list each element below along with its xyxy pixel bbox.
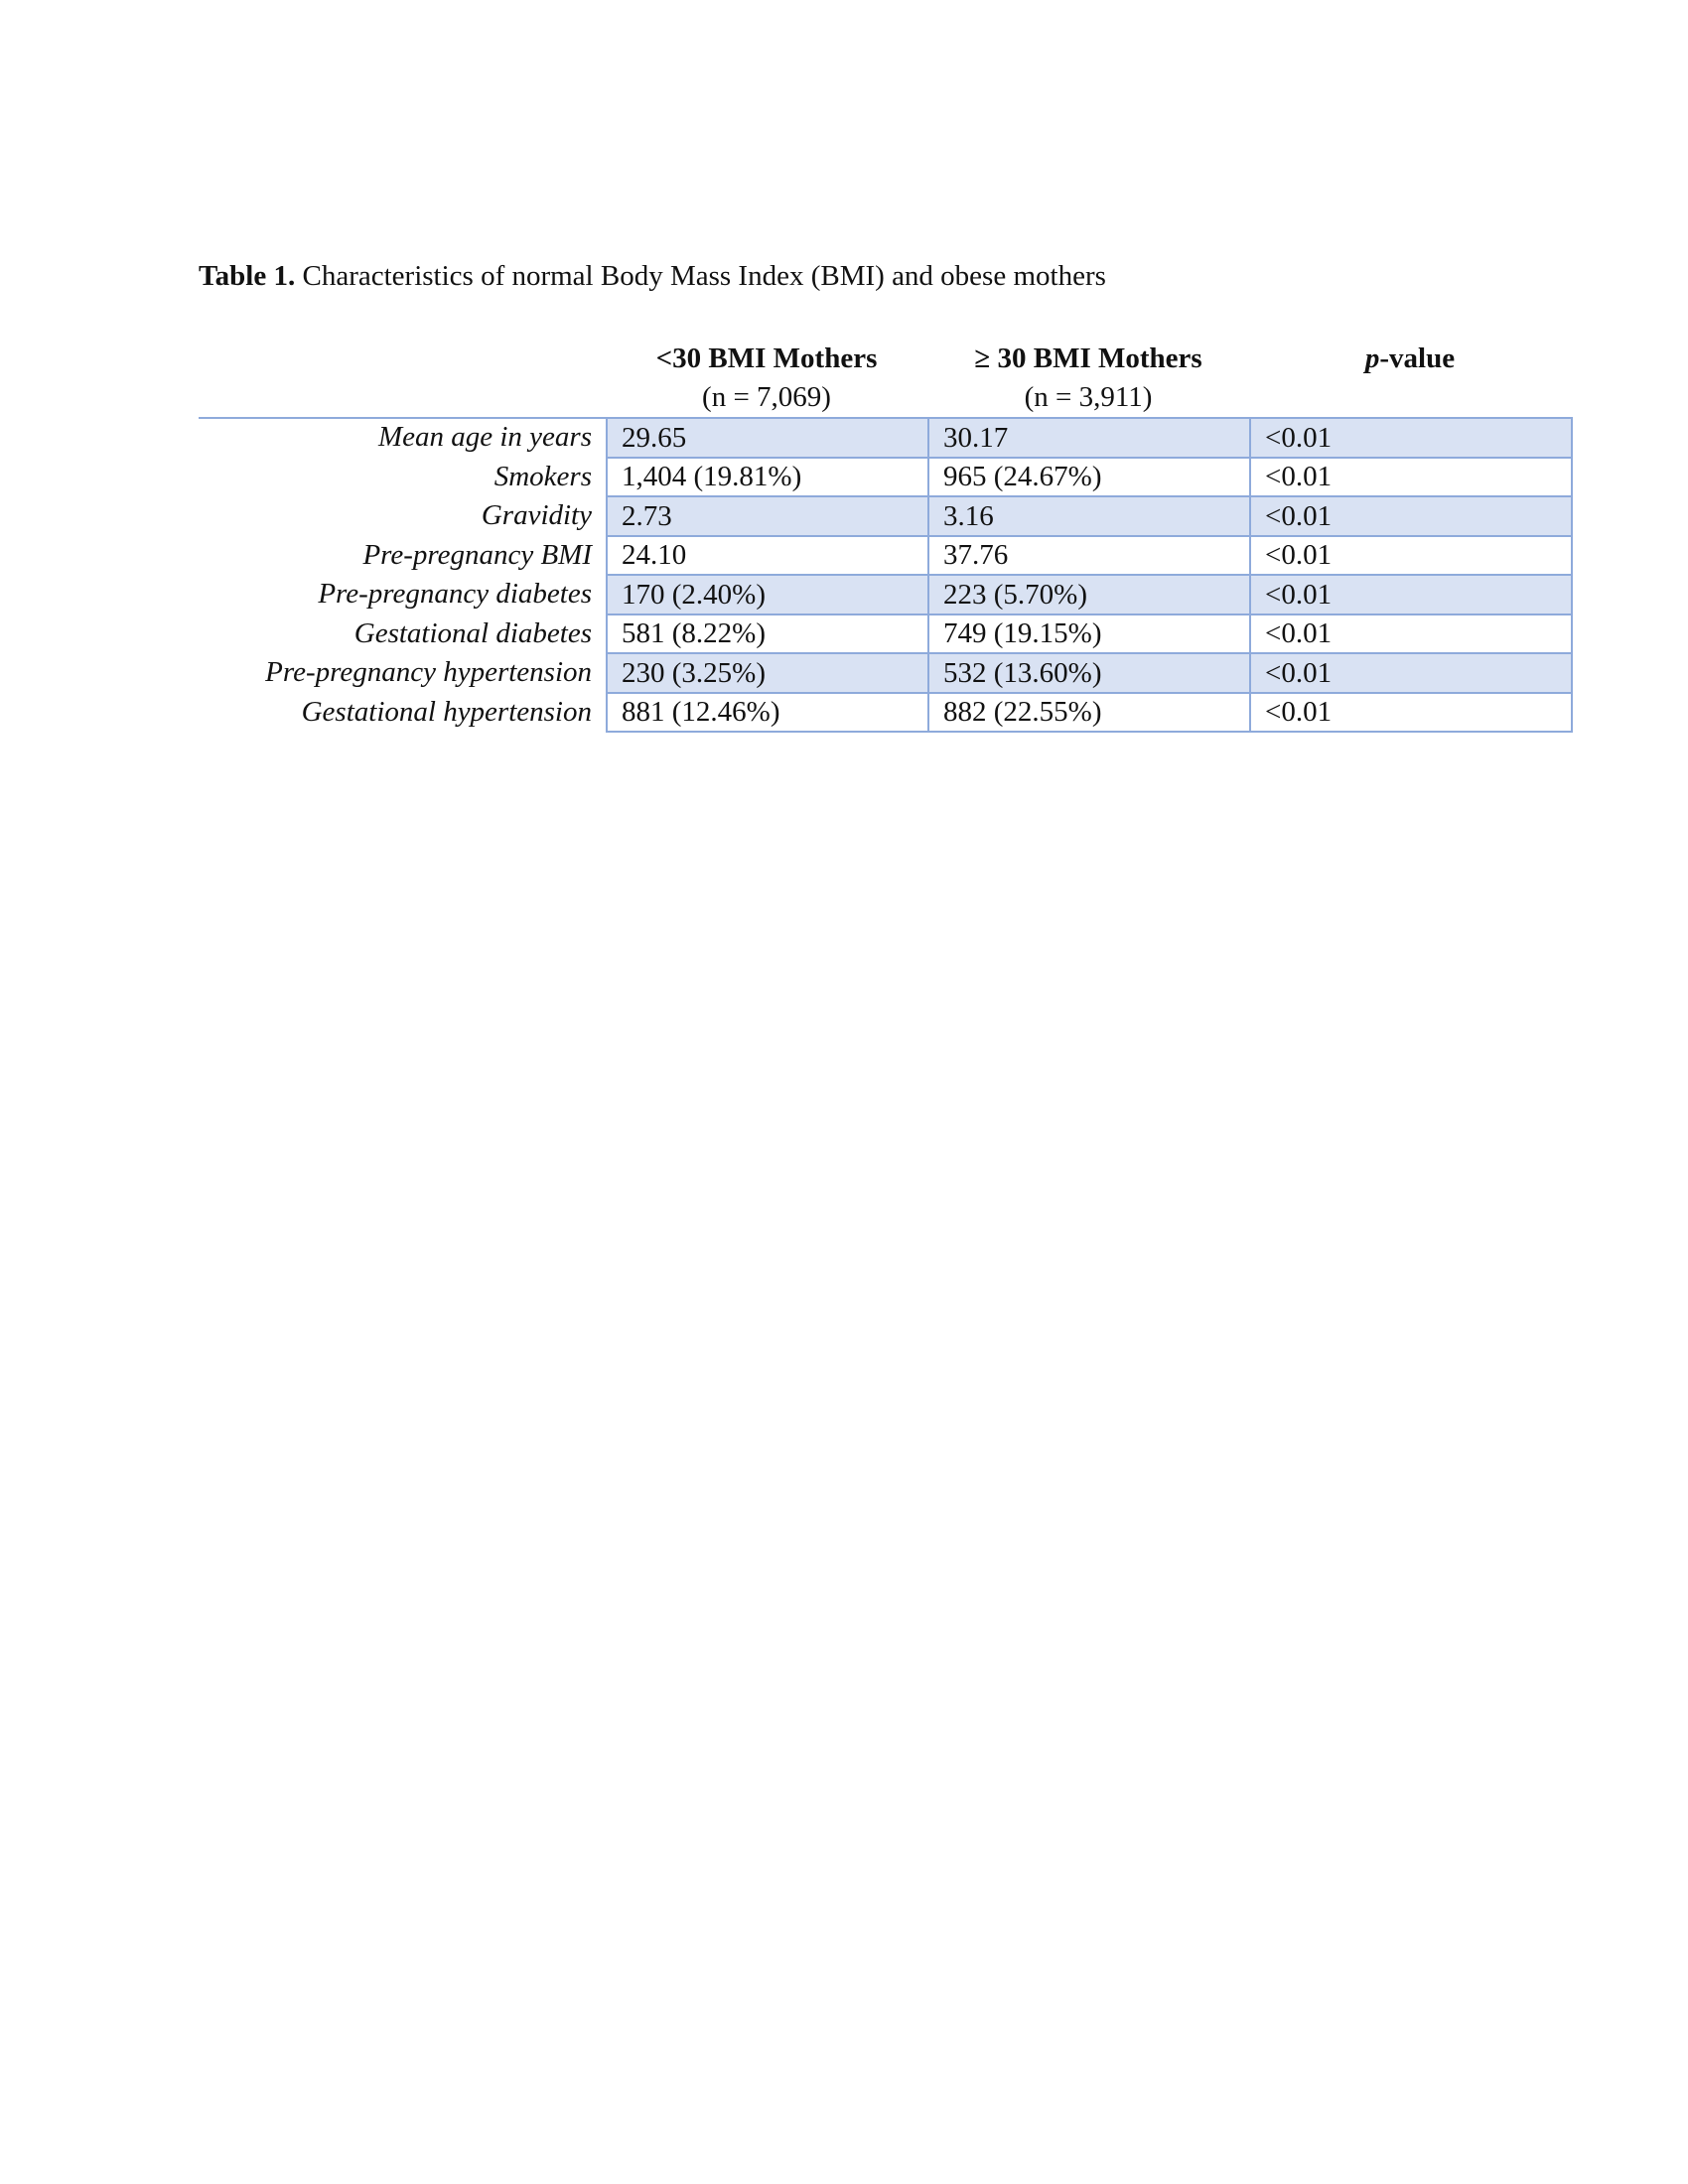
row-label: Gravidity [481,499,592,531]
table-row [607,458,1572,497]
table-cell: <0.01 [1250,653,1572,693]
p-symbol: p [1364,342,1380,374]
column-header-subtitle: (n = 3,911) [1024,381,1153,413]
table-cell: 223 (5.70%) [928,575,1250,614]
table-cell: 749 (19.15%) [928,614,1250,654]
table-cell: <0.01 [1250,536,1572,576]
table-cell: 532 (13.60%) [928,653,1250,693]
row-label: Pre-pregnancy diabetes [318,578,592,610]
table-cell: <0.01 [1250,614,1572,654]
table-cell: 882 (22.55%) [928,693,1250,733]
table-cell: <0.01 [1250,418,1572,458]
table-row [607,693,1572,733]
table-cell: 37.76 [928,536,1250,576]
column-header-title: ≥ 30 BMI Mothers [974,342,1202,374]
column-header-subtitle: (n = 7,069) [702,381,831,413]
table-cell: 29.65 [607,418,928,458]
table-caption [199,260,1106,293]
table-row [607,575,1572,614]
table-cell: 230 (3.25%) [607,653,928,693]
table-caption-text: Characteristics of normal Body Mass Index (BMI) and obese mothers [295,260,1106,292]
row-label: Gestational diabetes [353,616,592,649]
column-header-title: <30 BMI Mothers [655,342,878,374]
column-header-p-value [1249,340,1571,378]
column-header-under-30 [606,340,927,417]
table-cell: 3.16 [928,496,1250,536]
table-cell: <0.01 [1250,575,1572,614]
table-cell: <0.01 [1250,458,1572,497]
table-cell: 2.73 [607,496,928,536]
characteristics-table [606,417,1573,733]
table-cell: 965 (24.67%) [928,458,1250,497]
row-labels [199,418,592,732]
row-label: Pre-pregnancy BMI [362,538,592,571]
table-row [607,653,1572,693]
table-row [607,496,1572,536]
table-cell: <0.01 [1250,496,1572,536]
table-caption-label: Table 1. [199,260,296,292]
p-value-suffix: -value [1379,342,1456,374]
table-cell: 881 (12.46%) [607,693,928,733]
row-label: Smokers [493,460,592,492]
column-header-30-plus [927,340,1249,417]
row-label: Pre-pregnancy hypertension [265,656,592,688]
table-row [607,536,1572,576]
row-label: Gestational hypertension [301,695,592,728]
table-row [607,614,1572,654]
table-cell: 24.10 [607,536,928,576]
table-cell: 170 (2.40%) [607,575,928,614]
table-cell: 1,404 (19.81%) [607,458,928,497]
column-header-title [1249,340,1571,378]
row-label: Mean age in years [377,421,592,453]
table-cell: 581 (8.22%) [607,614,928,654]
table-cell: 30.17 [928,418,1250,458]
table-row [607,418,1572,458]
table-cell: <0.01 [1250,693,1572,733]
